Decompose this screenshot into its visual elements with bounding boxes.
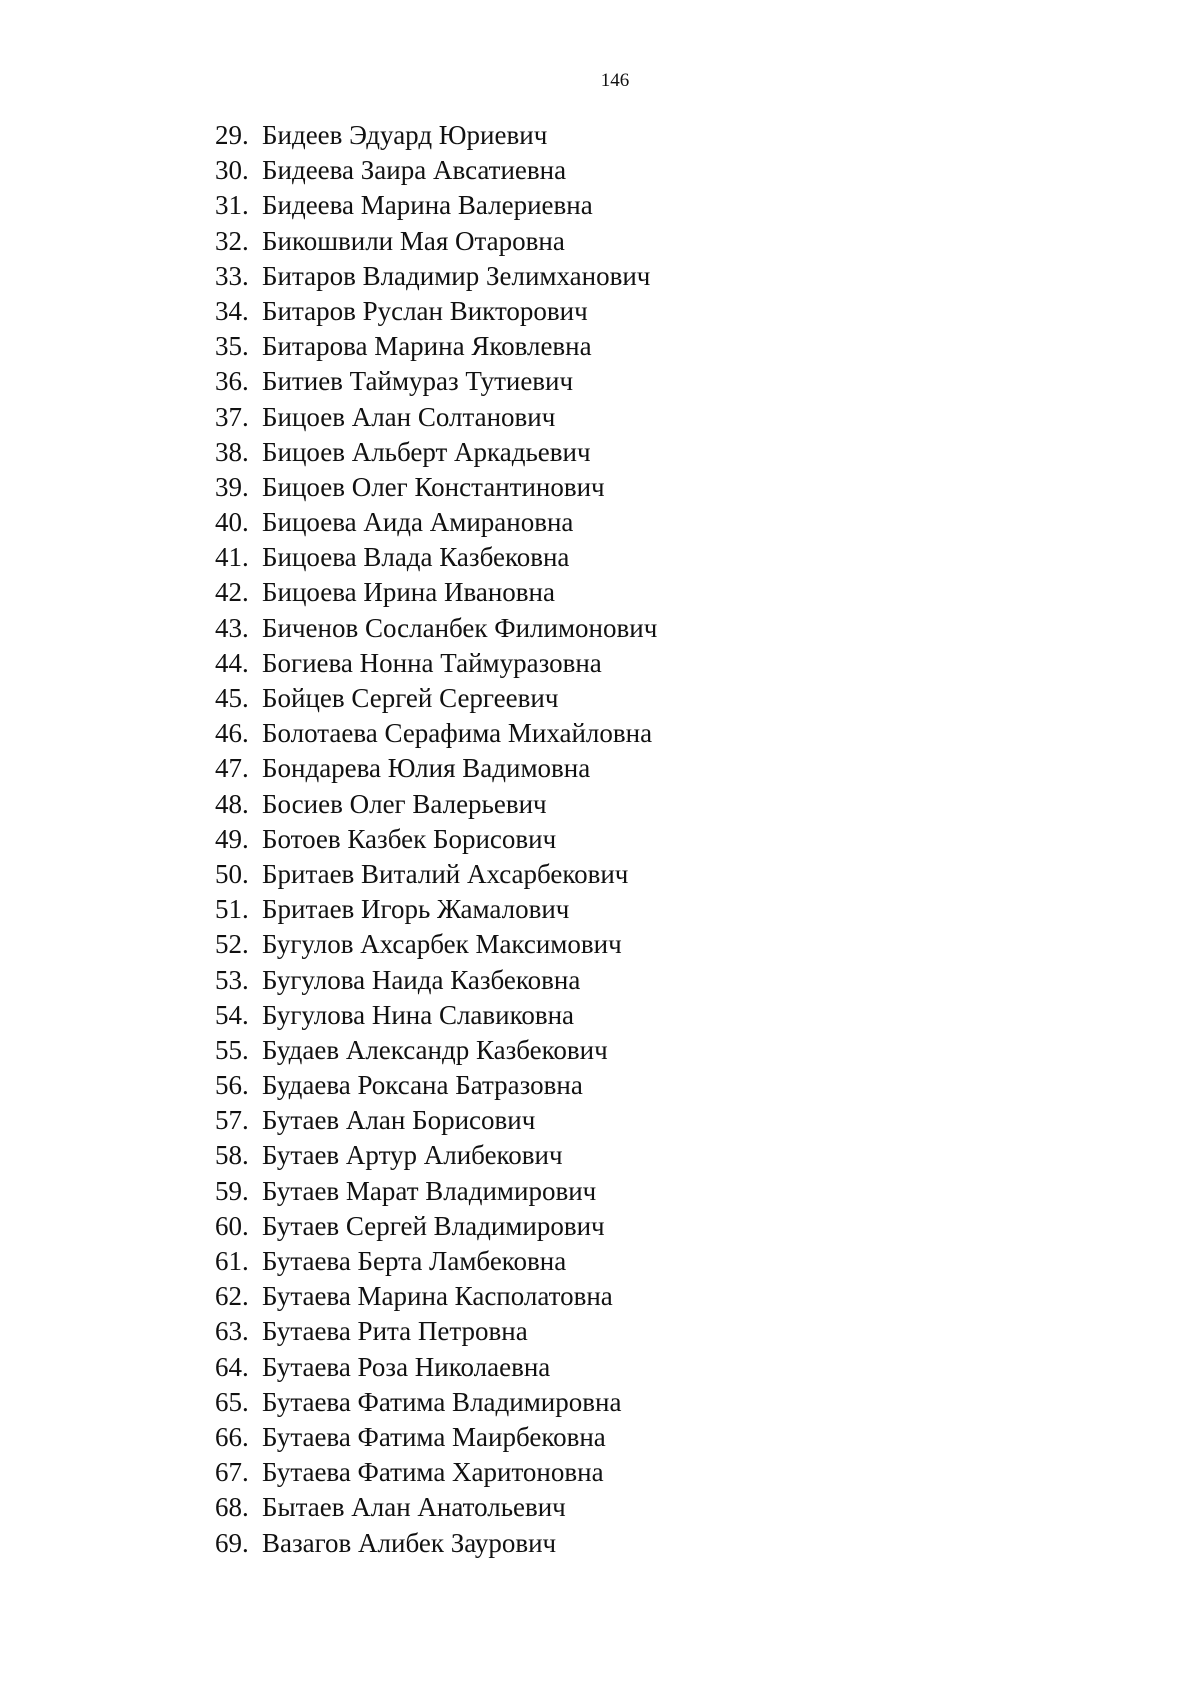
item-number: 36. xyxy=(215,366,249,397)
item-name: Бугулов Ахсарбек Максимович xyxy=(262,929,622,960)
list-item xyxy=(190,329,657,364)
item-number: 46. xyxy=(215,718,249,749)
item-number: 47. xyxy=(215,753,249,784)
list-item xyxy=(190,435,657,470)
item-number: 66. xyxy=(215,1421,249,1452)
item-name: Бондарева Юлия Вадимовна xyxy=(262,753,591,784)
item-number: 50. xyxy=(215,858,249,889)
list-item xyxy=(190,751,657,786)
item-number: 51. xyxy=(215,894,249,925)
item-name: Бутаева Фатима Харитоновна xyxy=(262,1457,604,1488)
item-name: Бицоева Ирина Ивановна xyxy=(262,577,555,608)
item-name: Бутаев Сергей Владимирович xyxy=(262,1210,605,1241)
item-name: Босиев Олег Валерьевич xyxy=(262,788,547,819)
item-number: 31. xyxy=(215,190,249,221)
page-number: 146 xyxy=(600,70,630,91)
item-number: 37. xyxy=(215,401,249,432)
item-number: 63. xyxy=(215,1316,249,1347)
item-number: 29. xyxy=(215,120,249,150)
item-number: 34. xyxy=(215,295,249,326)
list-item xyxy=(190,294,657,329)
item-name: Бутаева Марина Касполатовна xyxy=(262,1281,613,1312)
item-number: 65. xyxy=(215,1386,249,1417)
list-item xyxy=(190,1244,657,1279)
item-number: 45. xyxy=(215,683,249,713)
item-number: 57. xyxy=(215,1105,249,1136)
list-item xyxy=(190,716,657,751)
item-name: Бутаева Рита Петровна xyxy=(262,1316,528,1347)
item-number: 55. xyxy=(215,1034,249,1065)
item-name: Бицоева Аида Амирановна xyxy=(262,507,574,538)
list-item xyxy=(190,787,657,822)
list-item xyxy=(190,1490,657,1525)
list-item xyxy=(190,681,657,716)
item-number: 67. xyxy=(215,1457,249,1488)
item-name: Бугулова Наида Казбековна xyxy=(262,964,581,995)
item-number: 41. xyxy=(215,542,249,573)
list-item xyxy=(190,1103,657,1138)
item-name: Бутаева Берта Ламбековна xyxy=(262,1246,567,1276)
list-item xyxy=(190,1138,657,1173)
list-item xyxy=(190,1455,657,1490)
list-item xyxy=(190,927,657,962)
item-name: Бидеев Эдуард Юриевич xyxy=(262,120,548,150)
item-number: 62. xyxy=(215,1281,249,1312)
item-number: 35. xyxy=(215,331,249,362)
item-number: 58. xyxy=(215,1140,249,1171)
item-number: 32. xyxy=(215,225,249,256)
item-number: 54. xyxy=(215,999,249,1030)
list-item xyxy=(190,575,657,610)
item-name: Бицоев Олег Константинович xyxy=(262,471,605,502)
list-item xyxy=(190,118,657,153)
item-number: 30. xyxy=(215,155,249,186)
item-name: Бикошвили Мая Отаровна xyxy=(262,225,565,256)
list-item xyxy=(190,963,657,998)
item-number: 33. xyxy=(215,260,249,291)
item-name: Битиев Таймураз Тутиевич xyxy=(262,366,574,397)
list-item xyxy=(190,857,657,892)
item-name: Бойцев Сергей Сергеевич xyxy=(262,683,559,713)
list-item xyxy=(190,1526,657,1561)
item-name: Бицоев Альберт Аркадьевич xyxy=(262,436,591,467)
item-name: Бутаева Роза Николаевна xyxy=(262,1351,551,1382)
item-name: Бидеева Марина Валериевна xyxy=(262,190,593,221)
item-name: Бритаев Виталий Ахсарбекович xyxy=(262,858,629,889)
list-item xyxy=(190,188,657,223)
item-number: 39. xyxy=(215,471,249,502)
list-item xyxy=(190,400,657,435)
item-number: 40. xyxy=(215,507,249,538)
item-name: Бритаев Игорь Жамалович xyxy=(262,894,570,925)
item-number: 44. xyxy=(215,647,249,678)
list-item xyxy=(190,470,657,505)
item-name: Вазагов Алибек Заурович xyxy=(262,1527,557,1558)
item-name: Биченов Сосланбек Филимонович xyxy=(262,612,658,643)
item-name: Бидеева Заира Авсатиевна xyxy=(262,155,567,186)
item-name: Бутаев Алан Борисович xyxy=(262,1105,536,1136)
item-name: Бутаева Фатима Владимировна xyxy=(262,1386,622,1417)
item-name: Будаева Роксана Батразовна xyxy=(262,1070,583,1101)
list-item xyxy=(190,224,657,259)
item-number: 61. xyxy=(215,1246,249,1276)
list-item xyxy=(190,1385,657,1420)
item-name: Богиева Нонна Таймуразовна xyxy=(262,647,602,678)
list-item xyxy=(190,822,657,857)
item-name: Бутаев Артур Алибекович xyxy=(262,1140,563,1171)
item-name: Битаров Руслан Викторович xyxy=(262,295,588,326)
list-item xyxy=(190,1174,657,1209)
list-item xyxy=(190,364,657,399)
item-name: Бутаева Фатима Маирбековна xyxy=(262,1421,606,1452)
item-name: Бицоева Влада Казбековна xyxy=(262,542,570,573)
list-item xyxy=(190,1068,657,1103)
item-number: 64. xyxy=(215,1351,249,1382)
item-number: 69. xyxy=(215,1527,249,1558)
item-number: 53. xyxy=(215,964,249,995)
list-item xyxy=(190,1350,657,1385)
item-name: Битаров Владимир Зелимханович xyxy=(262,260,651,291)
list-item xyxy=(190,998,657,1033)
list-item xyxy=(190,1420,657,1455)
list-item xyxy=(190,153,657,188)
item-number: 68. xyxy=(215,1492,249,1523)
item-number: 43. xyxy=(215,612,249,643)
item-number: 56. xyxy=(215,1070,249,1101)
item-name: Бугулова Нина Славиковна xyxy=(262,999,575,1030)
item-name: Болотаева Серафима Михайловна xyxy=(262,718,653,749)
list-item xyxy=(190,540,657,575)
list-item xyxy=(190,259,657,294)
item-number: 52. xyxy=(215,929,249,960)
item-name: Бицоев Алан Солтанович xyxy=(262,401,556,432)
item-name: Будаев Александр Казбекович xyxy=(262,1034,608,1065)
item-number: 42. xyxy=(215,577,249,608)
list-item xyxy=(190,1314,657,1349)
item-number: 49. xyxy=(215,823,249,854)
list-item xyxy=(190,646,657,681)
item-name: Ботоев Казбек Борисович xyxy=(262,823,557,854)
item-name: Бутаев Марат Владимирович xyxy=(262,1175,597,1206)
list-item xyxy=(190,505,657,540)
item-number: 59. xyxy=(215,1175,249,1206)
item-number: 38. xyxy=(215,436,249,467)
list-item xyxy=(190,892,657,927)
name-list xyxy=(190,118,657,1561)
item-name: Бытаев Алан Анатольевич xyxy=(262,1492,566,1523)
item-number: 48. xyxy=(215,788,249,819)
list-item xyxy=(190,611,657,646)
item-name: Битарова Марина Яковлевна xyxy=(262,331,592,362)
list-item xyxy=(190,1279,657,1314)
item-number: 60. xyxy=(215,1210,249,1241)
list-item xyxy=(190,1209,657,1244)
list-item xyxy=(190,1033,657,1068)
